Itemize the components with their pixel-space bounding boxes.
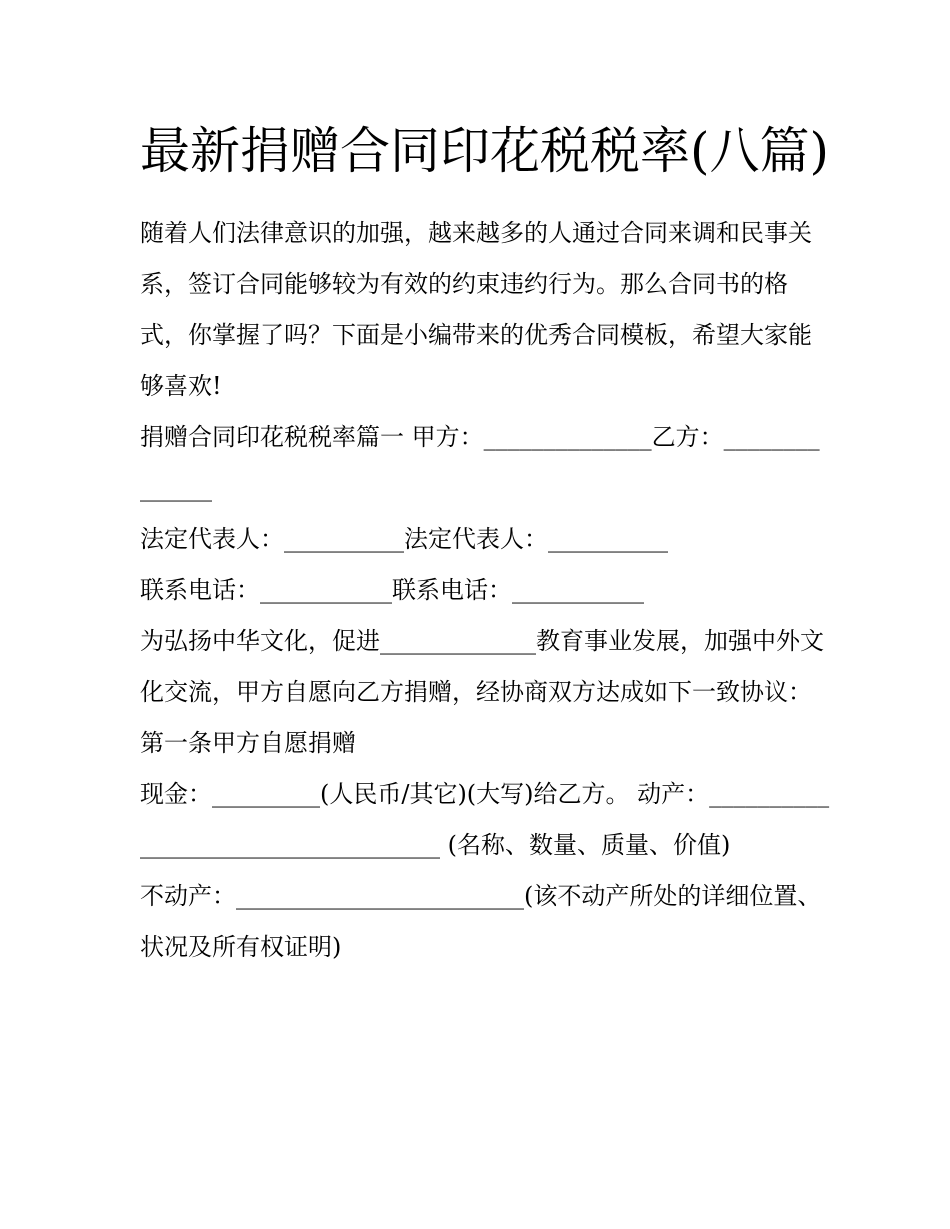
real-estate-paragraph: 不动产：________________________(该不动产所处的详细位置、状况及所有权证明) [140,882,822,961]
document-page [140,112,830,973]
purpose-paragraph: 为弘扬中华文化，促进_____________教育事业发展，加强中外文化交流，甲方自愿向乙方捐赠，经协商双方达成如下一致协议： 第一条甲方自愿捐赠 [140,627,824,757]
parties-line: 捐赠合同印花税税率篇一 甲方：______________乙方：______________ [140,423,820,502]
phone-line: 联系电话：___________联系电话：___________ [140,576,644,604]
legal-representative-line: 法定代表人：__________法定代表人：__________ [140,525,668,553]
intro-paragraph: 随着人们法律意识的加强，越来越多的人通过合同来调和民事关系，签订合同能够较为有效的约束违约行为。那么合同书的格式，你掌握了吗？下面是小编带来的优秀合同模板，希望大家能够喜欢! [140,219,812,400]
document-title: 最新捐赠合同印花税税率(八篇) [140,122,830,180]
cash-movables-paragraph: 现金：_________(人民币/其它)(大写)给乙方。 动产：___________________________________ (名称、数量、质量、价值) [140,780,830,859]
